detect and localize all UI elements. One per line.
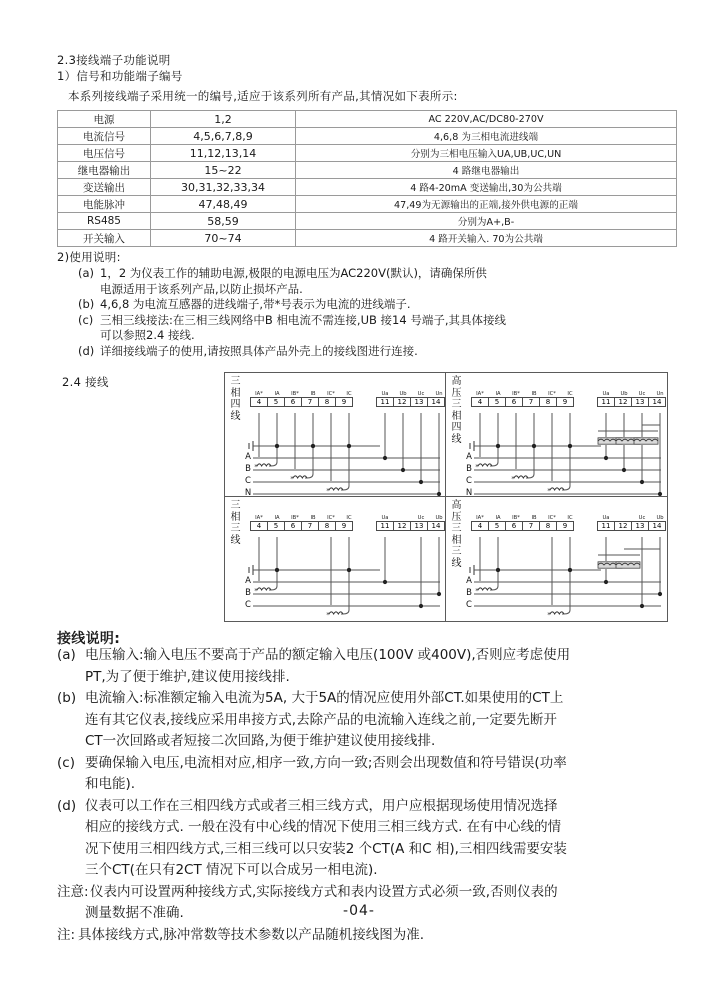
terminal-caption: IC: [567, 515, 573, 521]
panel-vertical-label-char: 线: [451, 433, 462, 445]
table-row: [58, 213, 677, 230]
panel-vertical-label-char: 相: [451, 534, 462, 546]
terminal-box[interactable]: 4: [471, 521, 489, 531]
terminal-caption: IB: [531, 515, 537, 521]
terminal-numbers-cell: 58,59: [151, 213, 296, 230]
terminal-caption: IC*: [548, 515, 556, 521]
list-item-label: (b): [78, 297, 95, 311]
note-line: 测量数据不准确.: [85, 905, 184, 921]
terminal-name-cell: 电流信号: [58, 128, 151, 145]
terminal-name-cell: 继电器输出: [58, 162, 151, 179]
table-row: [58, 162, 677, 179]
terminal-caption: Un: [435, 391, 443, 397]
list-item-line: 4,6,8 为电流互感器的进线端子,带*号表示为电流的进线端子.: [100, 297, 411, 311]
phase-label-n: N: [244, 488, 252, 497]
terminal-box[interactable]: 14: [648, 521, 666, 531]
terminal-caption: IA*: [255, 515, 263, 521]
panel-vertical-label-char: 线: [451, 557, 462, 569]
note-line: 仪表内可设置两种接线方式,实际接线方式和表内设置方式必须一致,否则仪表的: [90, 883, 558, 900]
svg-text:*: *: [254, 463, 258, 471]
instruction-line: PT,为了便于维护,建议使用接线排.: [85, 668, 290, 685]
panel-vertical-label-char: 三: [451, 399, 462, 410]
terminal-box[interactable]: 6: [284, 521, 302, 531]
panel-vertical-label-char: 三: [230, 523, 241, 534]
terminal-numbers-cell: 70~74: [151, 230, 296, 247]
terminal-caption: IC*: [548, 391, 556, 397]
terminal-box[interactable]: 12: [393, 397, 411, 407]
note-line: 具体接线方式,脉冲常数等技术参数以产品随机接线图为准.: [78, 926, 425, 943]
terminal-desc-cell: AC 220V,AC/DC80-270V: [296, 111, 677, 128]
terminal-caption: IB: [310, 515, 316, 521]
instruction-line: CT一次回路或者短接二次回路,为便于维护建议使用接线排.: [85, 733, 436, 749]
terminal-box[interactable]: 13: [410, 521, 428, 531]
panel-vertical-label-char: 相: [451, 410, 462, 422]
terminal-caption: IC*: [327, 391, 335, 397]
wiring-panel-hv-three-phase-four-wire: [446, 373, 667, 497]
instruction-line: 相应的接线方式. 一般在没有中心线的情况下使用三相三线方式. 在有中心线的情: [85, 819, 562, 835]
terminal-box[interactable]: 8: [539, 521, 557, 531]
terminal-box[interactable]: 5: [267, 397, 285, 407]
instruction-line: 况下使用三相四线方式,三相三线可以只安装2 个CT(A 和C 相),三相四线需要安装: [85, 840, 567, 857]
panel-vertical-label-char: 线: [230, 410, 241, 422]
terminal-numbers-cell: 11,12,13,14: [151, 145, 296, 162]
table-row: [58, 196, 677, 213]
table-row: [58, 128, 677, 145]
table-row: [58, 179, 677, 196]
terminal-caption: Ub: [620, 391, 628, 397]
phase-label-c: C: [245, 476, 251, 486]
instruction-line: 三个CT(在只有2CT 情况下可以合成另一相电流).: [85, 862, 378, 878]
instruction-line: 电压输入:输入电压不要高于产品的额定输入电压(100V 或400V),否则应考虑使用: [85, 647, 571, 663]
terminal-box[interactable]: 14: [427, 521, 445, 531]
terminal-box[interactable]: 9: [335, 521, 353, 531]
terminal-box[interactable]: 14: [648, 397, 666, 407]
terminal-caption: IC: [346, 391, 352, 397]
terminal-numbers-cell: 30,31,32,33,34: [151, 179, 296, 196]
phase-label-b: B: [245, 588, 251, 598]
terminal-box[interactable]: 11: [376, 521, 394, 531]
svg-text:*: *: [326, 487, 330, 495]
svg-text:*: *: [475, 587, 479, 595]
panel-vertical-label-char: 压: [451, 511, 462, 523]
terminal-box[interactable]: 6: [505, 521, 523, 531]
table-row: [58, 145, 677, 162]
terminal-caption: IA: [495, 515, 501, 521]
terminal-desc-cell: 4 路继电器输出: [296, 162, 677, 179]
terminal-box[interactable]: 5: [267, 521, 285, 531]
wiring-diagram-group: [224, 372, 668, 622]
section-heading: 2.3接线端子功能说明: [57, 53, 171, 67]
terminal-caption: IA: [274, 515, 280, 521]
terminal-caption: IC: [346, 515, 352, 521]
terminal-numbers-cell: 1,2: [151, 111, 296, 128]
terminal-desc-cell: 4,6,8 为三相电流进线端: [296, 128, 677, 145]
terminal-name-cell: RS485: [58, 213, 151, 230]
list-item-label: (d): [78, 343, 95, 358]
terminal-box[interactable]: 11: [597, 397, 615, 407]
panel-vertical-label-char: 线: [230, 534, 241, 546]
terminal-caption: IA: [495, 391, 501, 397]
panel-vertical-label-char: 高: [451, 500, 462, 511]
terminal-box[interactable]: 8: [318, 521, 336, 531]
terminal-caption: Un: [656, 391, 664, 397]
instruction-label: (d): [57, 797, 77, 814]
usage-title: 2)使用说明:: [57, 250, 121, 264]
terminal-box[interactable]: 11: [376, 397, 394, 407]
terminal-box[interactable]: 6: [284, 397, 302, 407]
svg-text:*: *: [326, 611, 330, 619]
page-number: -04-: [343, 903, 375, 919]
terminal-caption: Ub: [656, 515, 664, 521]
list-item-line: 1，2 为仪表工作的辅助电源,极限的电源电压为AC220V(默认)，请确保所供: [100, 266, 487, 280]
wiring-panel-hv-three-phase-three-wire: [446, 497, 667, 621]
panel-vertical-label-char: 相: [230, 511, 241, 523]
list-item-label: (a): [78, 266, 95, 280]
terminal-box[interactable]: 9: [556, 521, 574, 531]
terminal-box[interactable]: 12: [614, 397, 632, 407]
terminal-caption: IA: [274, 391, 280, 397]
terminal-caption: Ub: [399, 391, 407, 397]
terminal-box[interactable]: 12: [393, 521, 411, 531]
list-item-line: 电源适用于该系列产品,以防止损坏产品.: [100, 281, 303, 296]
terminal-desc-cell: 4 路开关输入. 70为公共端: [296, 230, 677, 247]
table-row: [58, 111, 677, 128]
terminal-box[interactable]: 4: [471, 397, 489, 407]
terminal-box[interactable]: 7: [522, 521, 540, 531]
terminal-name-cell: 电源: [58, 111, 151, 128]
instruction-line: 仪表可以工作在三相四线方式或者三相三线方式，用户应根据现场使用情况选择: [85, 797, 558, 814]
terminal-caption: Uc: [417, 515, 425, 521]
terminal-name-cell: 变送输出: [58, 179, 151, 196]
terminal-caption: IB*: [512, 391, 520, 397]
svg-text:*: *: [547, 487, 551, 495]
panel-vertical-label-char: 三: [451, 546, 462, 557]
phase-label-b: B: [466, 588, 472, 598]
phase-label-b: B: [245, 464, 251, 474]
terminal-caption: IB*: [512, 515, 520, 521]
phase-label-a: A: [466, 452, 472, 462]
phase-label-a: A: [466, 576, 472, 586]
terminal-caption: Ua: [602, 515, 610, 521]
terminal-numbers-cell: 47,48,49: [151, 196, 296, 213]
terminal-box[interactable]: 13: [631, 521, 649, 531]
wiring-panel-three-phase-four-wire: [225, 373, 446, 497]
terminal-caption: Uc: [638, 391, 646, 397]
phase-label-c: C: [466, 600, 472, 610]
instruction-line: 和电能).: [85, 776, 136, 792]
terminal-caption: IB: [310, 391, 316, 397]
terminal-function-table: [57, 110, 677, 247]
phase-label-c: C: [245, 600, 251, 610]
terminal-box[interactable]: 9: [335, 397, 353, 407]
instruction-label: (a): [57, 647, 76, 663]
terminal-caption: IB: [531, 391, 537, 397]
terminal-box[interactable]: 8: [539, 397, 557, 407]
terminal-box[interactable]: 6: [505, 397, 523, 407]
terminal-caption: IA*: [255, 391, 263, 397]
terminal-caption: Ub: [435, 515, 443, 521]
terminal-box[interactable]: 7: [301, 397, 319, 407]
terminal-box[interactable]: 9: [556, 397, 574, 407]
terminal-caption: Ua: [381, 391, 389, 397]
terminal-box[interactable]: 7: [522, 397, 540, 407]
terminal-caption: Uc: [417, 391, 425, 397]
panel-vertical-label-char: 三: [230, 376, 241, 387]
phase-label-a: A: [245, 576, 251, 586]
terminal-desc-cell: 4 路4-20mA 变送输出,30为公共端: [296, 179, 677, 196]
terminal-caption: Ua: [381, 515, 389, 521]
list-item-line: 三相三线接法:在三相三线网络中B 相电流不需连接,UB 接14 号端子,其具体接线: [100, 312, 506, 327]
terminal-box[interactable]: 5: [488, 397, 506, 407]
instructions-title: 接线说明:: [57, 631, 121, 647]
terminal-numbers-cell: 15~22: [151, 162, 296, 179]
terminal-box[interactable]: 13: [410, 397, 428, 407]
instruction-label: (c): [57, 754, 75, 771]
phase-label-n: N: [465, 488, 473, 497]
terminal-box[interactable]: 11: [597, 521, 615, 531]
terminal-box[interactable]: 8: [318, 397, 336, 407]
terminal-box[interactable]: 14: [427, 397, 445, 407]
terminal-caption: IB*: [291, 515, 299, 521]
panel-vertical-label-char: 三: [230, 500, 241, 511]
terminal-numbers-cell: 4,5,6,7,8,9: [151, 128, 296, 145]
instruction-label: (b): [57, 690, 77, 706]
terminal-caption: IA*: [476, 391, 484, 397]
terminal-desc-cell: 分别为三相电压输入UA,UB,UC,UN: [296, 145, 677, 162]
terminal-box[interactable]: 5: [488, 521, 506, 531]
terminal-desc-cell: 分别为A+,B-: [296, 213, 677, 230]
terminal-box[interactable]: 12: [614, 521, 632, 531]
section-sub-heading: 1）信号和功能端子编号: [57, 69, 183, 83]
svg-text:*: *: [511, 475, 515, 483]
svg-text:*: *: [290, 475, 294, 483]
svg-text:*: *: [254, 587, 258, 595]
wiring-section-label: 2.4 接线: [62, 375, 109, 389]
panel-vertical-label-char: 压: [451, 387, 462, 399]
terminal-box[interactable]: 13: [631, 397, 649, 407]
terminal-caption: Ua: [602, 391, 610, 397]
terminal-box[interactable]: 4: [250, 397, 268, 407]
phase-label-c: C: [466, 476, 472, 486]
terminal-box[interactable]: 4: [250, 521, 268, 531]
terminal-caption: Uc: [638, 515, 646, 521]
svg-text:*: *: [475, 463, 479, 471]
terminal-box[interactable]: 7: [301, 521, 319, 531]
panel-vertical-label-char: 三: [451, 523, 462, 534]
phase-label-b: B: [466, 464, 472, 474]
terminal-caption: IA*: [476, 515, 484, 521]
instruction-line: 连有其它仪表,接线应采用串接方式,去除产品的电流输入连线之前,一定要先断开: [85, 711, 557, 728]
terminal-caption: IB*: [291, 391, 299, 397]
terminal-name-cell: 电能脉冲: [58, 196, 151, 213]
terminal-name-cell: 电压信号: [58, 145, 151, 162]
instruction-line: 要确保输入电压,电流相对应,相序一致,方向一致;否则会出现数值和符号错误(功率: [85, 754, 567, 771]
terminal-caption: IC: [567, 391, 573, 397]
table-row: [58, 230, 677, 247]
list-item-line: 详细接线端子的使用,请按照具体产品外壳上的接线图进行连接.: [100, 343, 418, 358]
note-label: 注:: [57, 926, 76, 943]
list-item-line: 可以参照2.4 接线.: [100, 328, 195, 342]
terminal-name-cell: 开关输入: [58, 230, 151, 247]
phase-label-a: A: [245, 452, 251, 462]
list-item-label: (c): [78, 312, 94, 327]
terminal-caption: IC*: [327, 515, 335, 521]
instruction-line: 电流输入:标准额定输入电流为5A, 大于5A的情况应使用外部CT.如果使用的CT上: [85, 690, 564, 706]
note-label: 注意:: [57, 883, 89, 900]
wiring-panel-three-phase-three-wire: [225, 497, 446, 621]
panel-vertical-label-char: 四: [230, 399, 241, 410]
panel-vertical-label-char: 高: [451, 376, 462, 387]
panel-vertical-label-char: 四: [451, 422, 462, 433]
panel-vertical-label-char: 相: [230, 387, 241, 399]
svg-text:*: *: [547, 611, 551, 619]
section-intro-text: 本系列接线端子采用统一的编号,适应于该系列所有产品,其情况如下表所示:: [68, 89, 458, 103]
terminal-desc-cell: 47,49为无源输出的正端,接外供电源的正端: [296, 196, 677, 213]
